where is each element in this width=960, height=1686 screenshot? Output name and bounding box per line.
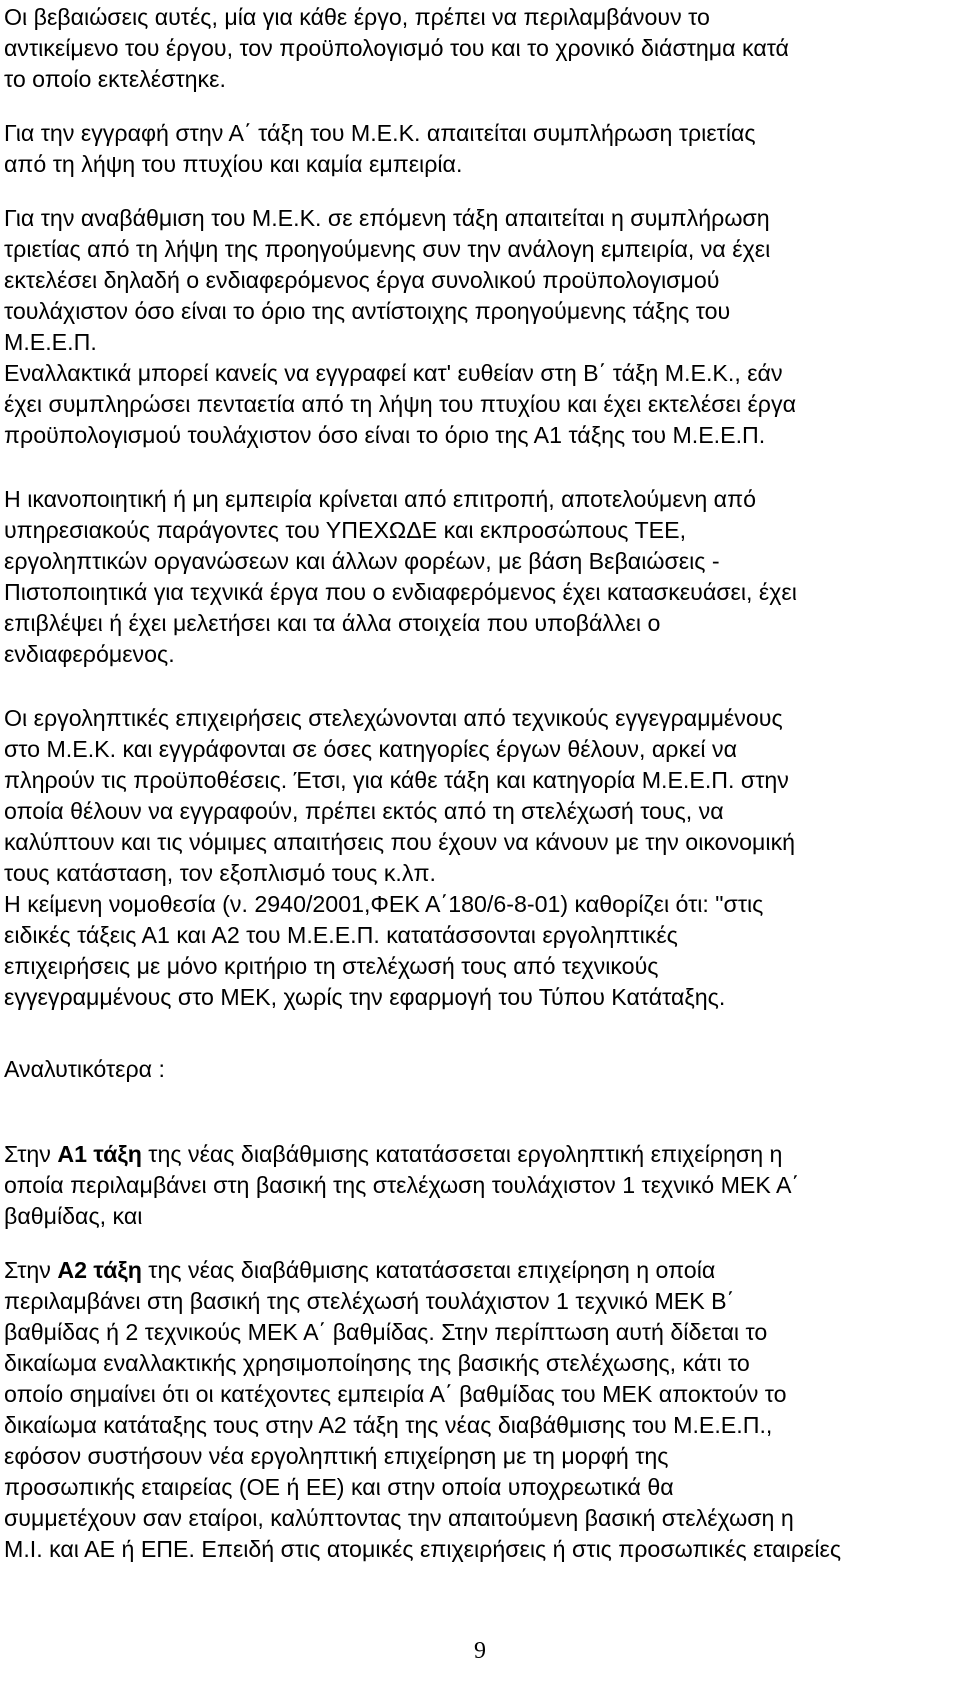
text-run: της νέας διαβάθμισης κατατάσσεται εργοληπτική επιχείρηση η: [141, 1141, 783, 1167]
text-line: Η κείμενη νομοθεσία (ν. 2940/2001,ΦΕΚ Α΄180/6-8-01) καθορίζει ότι: "στις: [4, 891, 764, 917]
paragraph-registration-a: [4, 118, 956, 180]
text-line: Πιστοποιητικά για τεχνικά έργα που ο ενδιαφερόμενος έχει κατασκευάσει, έχει: [4, 579, 797, 605]
text-line: τους κατάσταση, τον εξοπλισμό τους κ.λπ.: [4, 860, 436, 886]
text-line: δικαίωμα κατάταξης τους στην Α2 τάξη της νέας διαβάθμισης του Μ.Ε.Ε.Π.,: [4, 1412, 773, 1438]
paragraph-class-a1: [4, 1139, 956, 1232]
text-line: Για την εγγραφή στην Α΄ τάξη του Μ.Ε.Κ. απαιτείται συμπλήρωση τριετίας: [4, 120, 756, 146]
text-line: οποία περιλαμβάνει στη βασική της στελέχωση τουλάχιστον 1 τεχνικό ΜΕΚ Α΄: [4, 1172, 800, 1198]
text-line: τουλάχιστον όσο είναι το όριο της αντίστοιχης προηγούμενης τάξης του: [4, 298, 731, 324]
text-line: εγγεγραμμένους στο ΜΕΚ, χωρίς την εφαρμογή του Τύπου Κατάταξης.: [4, 984, 726, 1010]
text-line: αντικείμενο του έργου, τον προϋπολογισμό του και το χρονικό διάστημα κατά: [4, 35, 789, 61]
text-line: ενδιαφερόμενος.: [4, 641, 175, 667]
text-run: της νέας διαβάθμισης κατατάσσεται επιχείρηση η οποία: [141, 1257, 716, 1283]
text-line: ειδικές τάξεις Α1 και Α2 του Μ.Ε.Ε.Π. κατατάσσονται εργοληπτικές: [4, 922, 678, 948]
page-number: 9: [474, 1638, 486, 1664]
text-line: Αναλυτικότερα :: [4, 1056, 165, 1082]
text-line: Μ.Ι. και ΑΕ ή ΕΠΕ. Επειδή στις ατομικές επιχειρήσεις ή στις προσωπικές εταιρείες: [4, 1536, 842, 1562]
text-line: Οι βεβαιώσεις αυτές, μία για κάθε έργο, πρέπει να περιλαμβάνουν το: [4, 4, 710, 30]
paragraph-contracting-companies: [4, 703, 956, 1013]
paragraph-analysis-heading: [4, 1054, 956, 1085]
text-run: Στην: [4, 1141, 58, 1167]
text-line: [4, 1255, 956, 1286]
text-line: βαθμίδας ή 2 τεχνικούς ΜΕΚ Α΄ βαθμίδας. Στην περίπτωση αυτή δίδεται το: [4, 1319, 768, 1345]
text-line: εκτελέσει δηλαδή ο ενδιαφερόμενος έργα συνολικού προϋπολογισμού: [4, 267, 720, 293]
text-line: οποία θέλουν να εγγραφούν, πρέπει εκτός από τη στελέχωσή τους, να: [4, 798, 724, 824]
text-line: Μ.Ε.Ε.Π.: [4, 329, 97, 355]
text-line: εφόσον συστήσουν νέα εργοληπτική επιχείρηση με τη μορφή της: [4, 1443, 669, 1469]
text-line: Οι εργοληπτικές επιχειρήσεις στελεχώνονται από τεχνικούς εγγεγραμμένους: [4, 705, 783, 731]
text-line: υπηρεσιακούς παράγοντες του ΥΠΕΧΩΔΕ και εκπροσώπους ΤΕΕ,: [4, 517, 687, 543]
text-line: εργοληπτικών οργανώσεων και άλλων φορέων, με βάση Βεβαιώσεις -: [4, 548, 720, 574]
text-line: βαθμίδας, και: [4, 1203, 143, 1229]
text-line: Για την αναβάθμιση του Μ.Ε.Κ. σε επόμενη τάξη απαιτείται η συμπλήρωση: [4, 205, 770, 231]
text-line: έχει συμπληρώσει πενταετία από τη λήψη του πτυχίου και έχει εκτελέσει έργα: [4, 391, 796, 417]
text-run: Στην: [4, 1257, 58, 1283]
paragraph-upgrade: [4, 203, 956, 451]
text-line: καλύπτουν και τις νόμιμες απαιτήσεις που έχουν να κάνουν με την οικονομική: [4, 829, 796, 855]
text-line: Η ικανοποιητική ή μη εμπειρία κρίνεται από επιτροπή, αποτελούμενη από: [4, 486, 756, 512]
text-line: από τη λήψη του πτυχίου και καμία εμπειρία.: [4, 151, 463, 177]
text-line: επιχειρήσεις με μόνο κριτήριο τη στελέχωσή τους από τεχνικούς: [4, 953, 659, 979]
text-line: προϋπολογισμού τουλάχιστον όσο είναι το όριο της Α1 τάξης του Μ.Ε.Ε.Π.: [4, 422, 766, 448]
text-line: στο Μ.Ε.Κ. και εγγράφονται σε όσες κατηγορίες έργων θέλουν, αρκεί να: [4, 736, 737, 762]
text-line: προσωπικής εταιρείας (ΟΕ ή ΕΕ) και στην οποία υποχρεωτικά θα: [4, 1474, 674, 1500]
paragraph-class-a2: [4, 1255, 956, 1565]
paragraph-experience: [4, 484, 956, 670]
text-line: τριετίας από τη λήψη της προηγούμενης συν την ανάλογη εμπειρία, να έχει: [4, 236, 771, 262]
bold-term: Α1 τάξη: [57, 1141, 142, 1167]
text-line: πληρούν τις προϋποθέσεις. Έτσι, για κάθε τάξη και κατηγορία Μ.Ε.Ε.Π. στην: [4, 767, 789, 793]
bold-term: Α2 τάξη: [57, 1257, 142, 1283]
paragraph-certificates: [4, 2, 956, 95]
text-line: [4, 1139, 956, 1170]
text-line: περιλαμβάνει στη βασική της στελέχωσή τουλάχιστον 1 τεχνικό ΜΕΚ Β΄: [4, 1288, 735, 1314]
text-line: δικαίωμα εναλλακτικής χρησιμοποίησης της βασικής στελέχωσης, κάτι το: [4, 1350, 750, 1376]
text-line: Εναλλακτικά μπορεί κανείς να εγγραφεί κατ' ευθείαν στη Β΄ τάξη Μ.Ε.Κ., εάν: [4, 360, 783, 386]
text-line: οποίο σημαίνει ότι οι κατέχοντες εμπειρία Α΄ βαθμίδας του ΜΕΚ αποκτούν το: [4, 1381, 787, 1407]
text-line: επιβλέψει ή έχει μελετήσει και τα άλλα στοιχεία που υποβάλλει ο: [4, 610, 661, 636]
text-line: το οποίο εκτελέστηκε.: [4, 66, 226, 92]
text-line: συμμετέχουν σαν εταίροι, καλύπτοντας την απαιτούμενη βασική στελέχωση η: [4, 1505, 794, 1531]
